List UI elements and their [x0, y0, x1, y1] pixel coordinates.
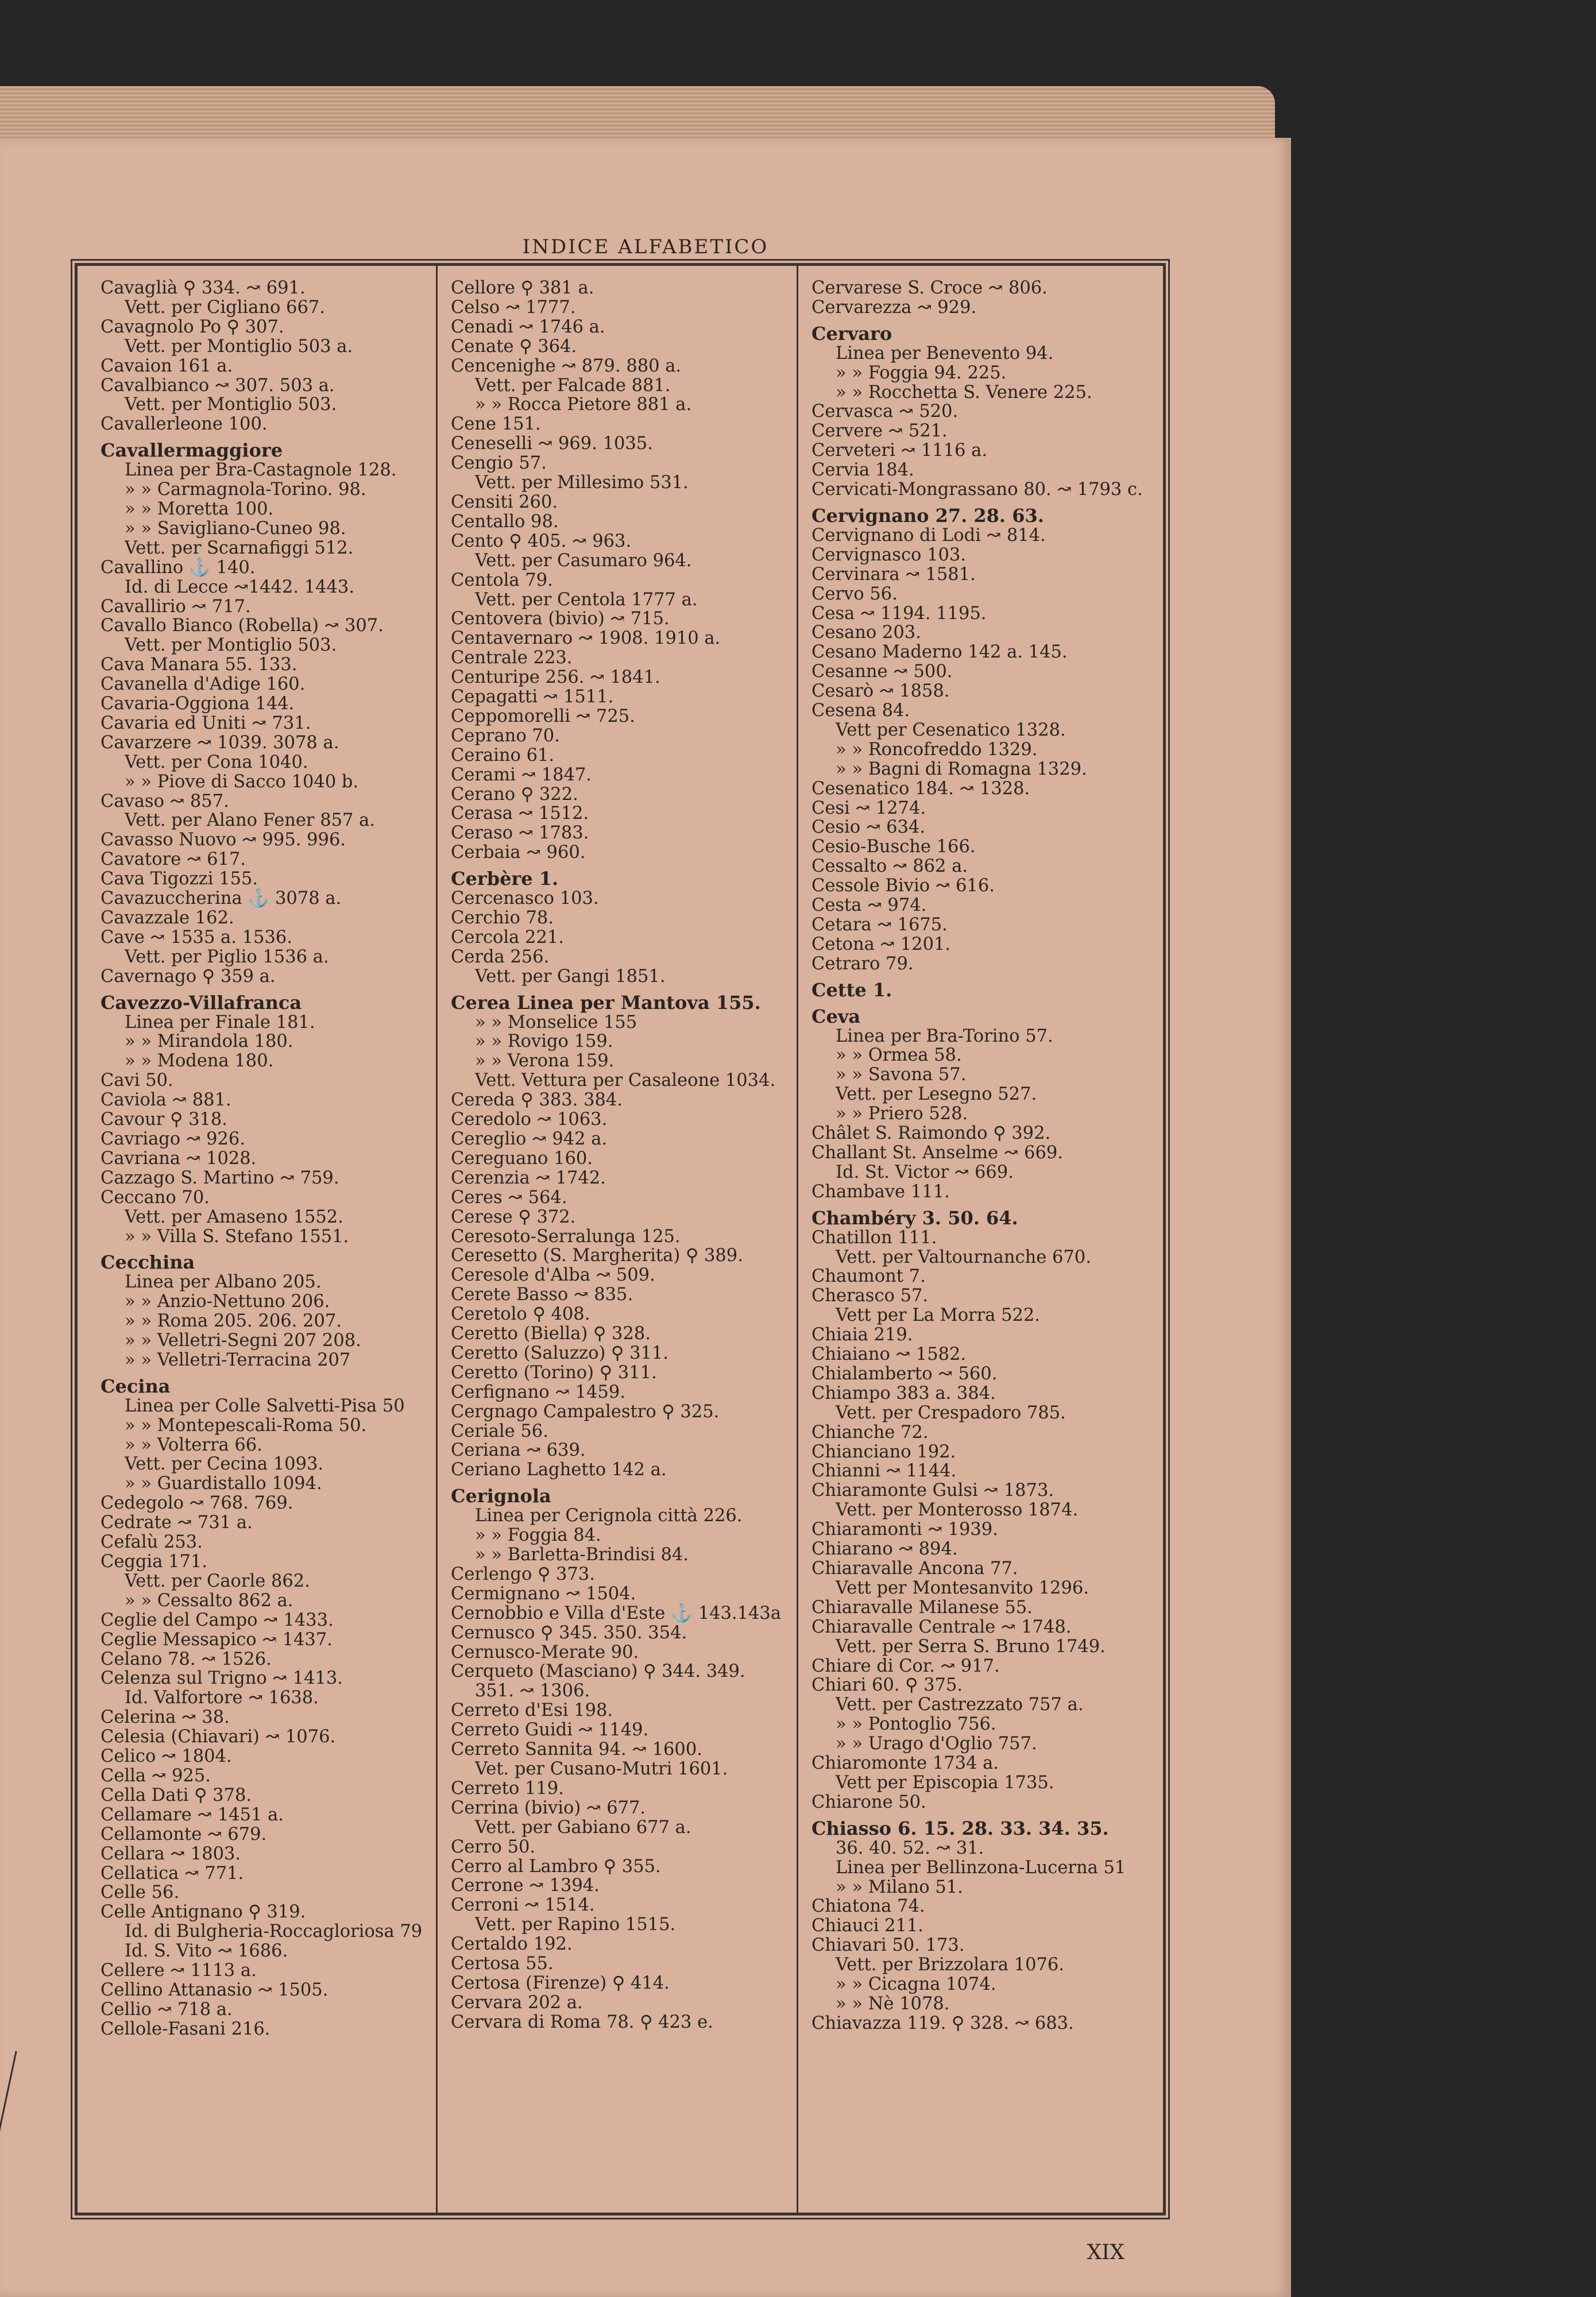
index-entry: Cesenatico 184. ↝ 1328. — [811, 778, 1030, 799]
index-entry: Ceriano Laghetto 142 a. — [451, 1460, 667, 1480]
index-entry: Cervignasco 103. — [811, 544, 967, 565]
index-entry: Chambave 111. — [811, 1181, 950, 1202]
index-entry: Cavasso Nuovo ↝ 995. 996. — [101, 830, 346, 850]
index-entry: » » Carmagnola-Torino. 98. — [125, 479, 366, 500]
index-entry: Vett. per Monterosso 1874. — [836, 1500, 1079, 1521]
index-entry: » » Anzio-Nettuno 206. — [125, 1291, 330, 1312]
index-entry: » » Cicagna 1074. — [836, 1974, 996, 1995]
index-entry: Cercola 221. — [451, 927, 564, 948]
index-entry: Ceriale 56. — [451, 1421, 548, 1441]
index-entry: » » Pontoglio 756. — [836, 1714, 996, 1735]
index-entry: Cava Manara 55. 133. — [101, 655, 297, 675]
index-entry: Chianciano 192. — [811, 1441, 956, 1462]
index-entry: Centuripe 256. ↝ 1841. — [451, 667, 660, 688]
index-entry: Chiaravalle Milanese 55. — [811, 1597, 1033, 1618]
index-frame — [75, 263, 1166, 2215]
index-entry: Cerda 256. — [451, 946, 550, 967]
index-entry: Id. St. Victor ↝ 669. — [836, 1162, 1014, 1182]
index-entry: Cellamonte ↝ 679. — [101, 1824, 267, 1844]
index-entry: Chianni ↝ 1144. — [811, 1461, 957, 1482]
index-entry: Vett. per Gabiano 677 a. — [475, 1817, 691, 1838]
index-entry: Cernusco-Merate 90. — [451, 1642, 639, 1662]
index-entry: Chiaramonti ↝ 1939. — [811, 1519, 998, 1540]
index-entry: Cervarese S. Croce ↝ 806. — [811, 279, 1048, 298]
index-entry: Cesanne ↝ 500. — [811, 662, 953, 682]
index-entry: Celle 56. — [101, 1882, 180, 1903]
index-heading: Chiasso 6. 15. 28. 33. 34. 35. — [811, 1817, 1109, 1839]
index-entry: Cazzago S. Martino ↝ 759. — [101, 1167, 339, 1188]
index-entry: Cavalbianco ↝ 307. 503 a. — [101, 375, 335, 396]
index-entry: Cervara di Roma 78. ⚲ 423 e. — [451, 2012, 713, 2032]
index-entry: Cavatore ↝ 617. — [101, 849, 246, 870]
index-entry: » » Verona 159. — [475, 1051, 615, 1072]
index-entry: Cavaion 161 a. — [101, 355, 233, 376]
index-entry: Ceredolo ↝ 1063. — [451, 1109, 608, 1130]
index-entry: Chiauci 211. — [811, 1916, 924, 1936]
index-entry: Centrale 223. — [451, 648, 573, 668]
index-entry: Cepagatti ↝ 1511. — [451, 687, 614, 707]
index-heading: Cerea Linea per Mantova 155. — [451, 991, 761, 1014]
index-entry: Linea per Bra-Torino 57. — [836, 1026, 1053, 1046]
index-entry: Cesi ↝ 1274. — [811, 798, 926, 818]
index-entry: Cento ⚲ 405. ↝ 963. — [451, 531, 632, 551]
index-entry: Cerrina (bivio) ↝ 677. — [451, 1797, 646, 1818]
index-entry: Vett. per Scarnafiggi 512. — [125, 537, 354, 558]
index-entry: Cervere ↝ 521. — [811, 421, 948, 442]
index-entry: Vett. per Crespadoro 785. — [836, 1402, 1066, 1423]
index-entry: Cavaso ↝ 857. — [101, 791, 229, 811]
index-entry: » » Guardistallo 1094. — [125, 1474, 322, 1494]
index-entry: Chiaia 219. — [811, 1325, 913, 1345]
index-entry: Cefalù 253. — [101, 1532, 203, 1553]
index-entry: Certosa (Firenze) ⚲ 414. — [451, 1973, 670, 1993]
index-entry: Ceretto (Torino) ⚲ 311. — [451, 1362, 657, 1383]
index-entry: » » Bagni di Romagna 1329. — [836, 759, 1087, 779]
index-entry: Cavarzere ↝ 1039. 3078 a. — [101, 732, 339, 753]
index-entry: » » Modena 180. — [125, 1051, 274, 1072]
index-entry: Ceraso ↝ 1783. — [451, 823, 589, 844]
index-entry: 36. 40. 52. ↝ 31. — [836, 1838, 984, 1858]
index-entry: Cerreto 119. — [451, 1778, 564, 1799]
index-heading: Cavezzo-Villafranca — [101, 991, 302, 1014]
index-entry: Cervia 184. — [811, 460, 914, 481]
index-entry: Cetraro 79. — [811, 953, 914, 974]
index-entry: Chiaromonte 1734 a. — [811, 1753, 999, 1774]
index-entry: Cavanella d'Adige 160. — [101, 674, 306, 695]
index-entry: Cesio ↝ 634. — [811, 817, 926, 838]
index-entry: » » Urago d'Oglio 757. — [836, 1734, 1037, 1754]
index-entry: Cencenighe ↝ 879. 880 a. — [451, 355, 682, 376]
index-entry: Ceggia 171. — [101, 1552, 207, 1572]
index-entry: Vett. per Rapino 1515. — [475, 1915, 676, 1935]
index-entry: Cedrate ↝ 731 a. — [101, 1513, 253, 1533]
index-entry: Cernobbio e Villa d'Este ⚓ 143.143a — [451, 1603, 782, 1623]
index-entry: Chiari 60. ⚲ 375. — [811, 1675, 963, 1696]
index-entry: Cerete Basso ↝ 835. — [451, 1285, 633, 1305]
index-entry: Cerroni ↝ 1514. — [451, 1895, 595, 1916]
index-entry: Ceglie Messapico ↝ 1437. — [101, 1629, 333, 1650]
index-entry: Cavernago ⚲ 359 a. — [101, 966, 276, 987]
index-entry: Cavour ⚲ 318. — [101, 1109, 227, 1130]
index-entry: Vett per Episcopia 1735. — [836, 1772, 1054, 1793]
index-entry: Vett. per Cigliano 667. — [125, 297, 325, 318]
index-entry: Chiaiano ↝ 1582. — [811, 1344, 967, 1365]
index-entry: » » Montepescali-Roma 50. — [125, 1415, 367, 1436]
index-entry: Vett per La Morra 522. — [836, 1305, 1041, 1326]
index-entry: Cerano ⚲ 322. — [451, 784, 578, 805]
index-entry: » » Velletri-Terracina 207 — [125, 1349, 351, 1370]
index-entry: Vet. per Cusano-Mutri 1601. — [475, 1758, 728, 1779]
index-entry: » » Savona 57. — [836, 1065, 967, 1085]
index-entry: Cerro 50. — [451, 1836, 536, 1857]
index-entry: Celenza sul Trigno ↝ 1413. — [101, 1668, 343, 1689]
index-entry: Cene 151. — [451, 414, 541, 435]
index-entry: Vett. per Casumaro 964. — [475, 550, 692, 571]
index-entry: Cavallino ⚓ 140. — [101, 557, 256, 578]
index-entry: Cellatica ↝ 771. — [101, 1863, 244, 1884]
index-entry: Celano 78. ↝ 1526. — [101, 1649, 272, 1669]
index-entry: Vett. per Cecina 1093. — [125, 1454, 324, 1475]
index-entry: Vett. per Amaseno 1552. — [125, 1206, 343, 1227]
index-entry: » » Rocchetta S. Venere 225. — [836, 382, 1092, 403]
page-stack-edges — [0, 86, 1275, 144]
index-entry: Cella ↝ 925. — [101, 1765, 211, 1786]
index-entry: Cavagnolo Po ⚲ 307. — [101, 316, 284, 337]
index-entry: Celerina ↝ 38. — [101, 1707, 230, 1728]
book-page — [0, 138, 1291, 2297]
index-entry: » » Piove di Sacco 1040 b. — [125, 771, 359, 792]
index-entry: Celso ↝ 1777. — [451, 297, 576, 318]
index-entry: Cerreto Sannita 94. ↝ 1600. — [451, 1739, 702, 1760]
index-heading: Cavallermaggiore — [101, 439, 283, 462]
index-entry: Cereglio ↝ 942 a. — [451, 1128, 608, 1149]
index-heading: Cervignano 27. 28. 63. — [811, 504, 1044, 527]
index-entry: Cesano Maderno 142 a. 145. — [811, 642, 1068, 663]
index-entry: Vett. per Cona 1040. — [125, 752, 308, 772]
index-entry: Id. Valfortore ↝ 1638. — [125, 1688, 319, 1708]
index-entry: Cereda ⚲ 383. 384. — [451, 1090, 623, 1111]
index-entry: Vett. per Caorle 862. — [125, 1571, 310, 1591]
index-entry: Cerenzia ↝ 1742. — [451, 1167, 606, 1188]
index-entry: Cerlengo ⚲ 373. — [451, 1564, 595, 1584]
index-entry: Cerreto d'Esi 198. — [451, 1700, 613, 1721]
index-entry: Cerqueto (Masciano) ⚲ 344. 349. — [451, 1661, 745, 1682]
index-entry: Vett. per Centola 1777 a. — [475, 589, 698, 610]
index-column-2 — [451, 279, 797, 2197]
index-entry: Ceresetto (S. Margherita) ⚲ 389. — [451, 1246, 743, 1266]
index-entry: Cavriana ↝ 1028. — [101, 1148, 257, 1169]
index-entry: Chiarano ↝ 894. — [811, 1539, 958, 1560]
index-entry: Chiavazza 119. ⚲ 328. ↝ 683. — [811, 2013, 1074, 2033]
index-entry: Ceccano 70. — [101, 1187, 210, 1208]
index-entry: Cellara ↝ 1803. — [101, 1843, 241, 1864]
index-entry: Cesano 203. — [811, 622, 921, 643]
index-entry: Chiampo 383 a. 384. — [811, 1383, 996, 1403]
index-entry: Centavernaro ↝ 1908. 1910 a. — [451, 628, 721, 649]
index-entry: Chiarone 50. — [811, 1792, 926, 1812]
index-entry: Chianche 72. — [811, 1422, 929, 1443]
index-entry: Challant St. Anselme ↝ 669. — [811, 1142, 1063, 1163]
index-entry: Censiti 260. — [451, 492, 558, 512]
index-entry: Cereguano 160. — [451, 1148, 593, 1169]
index-entry: Certosa 55. — [451, 1954, 554, 1974]
index-entry: Vett. per Gangi 1851. — [475, 966, 666, 987]
index-entry: Cervinara ↝ 1581. — [811, 564, 976, 585]
index-entry: Vett per Montesanvito 1296. — [836, 1577, 1089, 1598]
index-entry: » » Villa S. Stefano 1551. — [125, 1226, 349, 1247]
index-entry: Ceresoto-Serralunga 125. — [451, 1226, 681, 1247]
index-entry: Celesia (Chiavari) ↝ 1076. — [101, 1727, 336, 1747]
index-entry: Ceres ↝ 564. — [451, 1187, 567, 1208]
index-entry: Cavazuccherina ⚓ 3078 a. — [101, 888, 342, 909]
index-entry: Celico ↝ 1804. — [101, 1746, 232, 1767]
page-number: XIX — [1087, 2241, 1124, 2264]
index-entry: » » Roma 205. 206. 207. — [125, 1311, 342, 1332]
index-entry: Cavallirio ↝ 717. — [101, 596, 251, 617]
index-entry: Cherasco 57. — [811, 1286, 929, 1306]
index-entry: » » Rocca Pietore 881 a. — [475, 395, 692, 415]
index-entry: Chiatona 74. — [811, 1896, 925, 1917]
index-entry: Ceretto (Saluzzo) ⚲ 311. — [451, 1343, 669, 1363]
index-entry: Centola 79. — [451, 570, 553, 590]
index-entry: Vett. per Montiglio 503. — [125, 635, 337, 656]
index-entry: » » Mirandola 180. — [125, 1031, 293, 1052]
index-heading: Cecchina — [101, 1251, 195, 1274]
index-entry: Cavi 50. — [101, 1070, 173, 1091]
index-entry: Cavallerleone 100. — [101, 414, 268, 435]
index-entry: Cetona ↝ 1201. — [811, 934, 951, 954]
index-entry: Id. di Lecce ↝1442. 1443. — [125, 577, 355, 597]
index-entry: Cedegolo ↝ 768. 769. — [101, 1493, 293, 1514]
index-entry: Chiaravalle Centrale ↝ 1748. — [811, 1617, 1072, 1637]
index-entry: Cerese ⚲ 372. — [451, 1206, 576, 1227]
index-entry: » » Savigliano-Cuneo 98. — [125, 518, 346, 539]
index-entry: Vett. per Piglio 1536 a. — [125, 946, 329, 967]
index-entry: » » Foggia 94. 225. — [836, 362, 1007, 383]
index-entry: 351. ↝ 1306. — [475, 1681, 590, 1702]
index-entry: Ceresole d'Alba ↝ 509. — [451, 1265, 655, 1286]
index-heading: Cervaro — [811, 322, 892, 345]
index-entry: Cellino Attanasio ↝ 1505. — [101, 1979, 329, 2000]
index-entry: Cavazzale 162. — [101, 908, 234, 928]
index-entry: Cerfignano ↝ 1459. — [451, 1382, 625, 1402]
index-entry: Cessole Bivio ↝ 616. — [811, 876, 995, 896]
index-entry: Chiare di Cor. ↝ 917. — [811, 1656, 1000, 1676]
index-entry: Cenadi ↝ 1746 a. — [451, 316, 605, 337]
index-entry: » » Monselice 155 — [475, 1012, 637, 1033]
index-entry: Cenate ⚲ 364. — [451, 336, 577, 357]
index-entry: Vett. per Montiglio 503 a. — [125, 336, 353, 357]
index-entry: » » Moretta 100. — [125, 498, 274, 519]
index-entry: Ceppomorelli ↝ 725. — [451, 706, 635, 726]
index-entry: Cesena 84. — [811, 701, 910, 721]
index-entry: Vett. per Alano Fener 857 a. — [125, 810, 375, 831]
index-entry: Cava Tigozzi 155. — [101, 869, 258, 890]
index-entry: Chiaravalle Ancona 77. — [811, 1559, 1018, 1579]
index-entry: » » Rovigo 159. — [475, 1031, 613, 1052]
index-entry: Cercenasco 103. — [451, 888, 599, 909]
index-entry: Ceriana ↝ 639. — [451, 1440, 586, 1461]
index-entry: Linea per Bra-Castagnole 128. — [125, 460, 397, 481]
index-entry: Cergnago Campalestro ⚲ 325. — [451, 1401, 720, 1422]
index-heading: Cecina — [101, 1375, 171, 1397]
index-entry: Cavallo Bianco (Robella) ↝ 307. — [101, 616, 384, 636]
index-entry: Vett. per Castrezzato 757 a. — [836, 1695, 1084, 1715]
index-entry: Vett. per Serra S. Bruno 1749. — [836, 1636, 1106, 1657]
index-entry: Cengio 57. — [451, 453, 547, 474]
index-entry: Cervasca ↝ 520. — [811, 401, 959, 422]
index-entry: Linea per Benevento 94. — [836, 343, 1054, 364]
index-entry: Cerro al Lambro ⚲ 355. — [451, 1856, 661, 1877]
index-entry: Centovera (bivio) ↝ 715. — [451, 609, 670, 629]
index-entry: Vett. per Falcade 881. — [475, 375, 671, 396]
index-entry: Cellere ↝ 1113 a. — [101, 1960, 257, 1981]
index-entry: Certaldo 192. — [451, 1934, 573, 1955]
index-entry: Cervarezza ↝ 929. — [811, 297, 977, 318]
index-entry: Cavriago ↝ 926. — [101, 1128, 246, 1149]
index-entry: Vett. per Montiglio 503. — [125, 395, 337, 415]
index-entry: Vett per Cesenatico 1328. — [836, 720, 1066, 740]
index-entry: Chialamberto ↝ 560. — [811, 1363, 998, 1384]
index-entry: Cervicati-Mongrassano 80. ↝ 1793 c. — [811, 479, 1143, 500]
index-entry: » » Barletta-Brindisi 84. — [475, 1545, 689, 1565]
index-entry: Celle Antignano ⚲ 319. — [101, 1902, 306, 1923]
index-entry: Vett. per Lesegno 527. — [836, 1084, 1037, 1105]
index-entry: Ceneselli ↝ 969. 1035. — [451, 434, 653, 454]
index-entry: Cellole-Fasani 216. — [101, 2018, 270, 2039]
index-entry: Id. S. Vito ↝ 1686. — [125, 1941, 288, 1962]
index-entry: Vett. per Valtournanche 670. — [836, 1247, 1091, 1267]
index-heading: Ceva — [811, 1005, 861, 1027]
index-column-3 — [811, 279, 1157, 2197]
index-entry: Cervo 56. — [811, 583, 898, 604]
index-entry: Vett. Vettura per Casaleone 1034. — [475, 1070, 776, 1091]
index-entry: » » Priero 528. — [836, 1104, 968, 1124]
index-entry: Cessalto ↝ 862 a. — [811, 856, 968, 877]
index-heading: Cerignola — [451, 1485, 551, 1507]
index-heading: Cette 1. — [811, 979, 892, 1001]
index-entry: » » Roncofreddo 1329. — [836, 739, 1038, 760]
index-entry: Cesarò ↝ 1858. — [811, 681, 950, 702]
index-entry: Cellio ↝ 718 a. — [101, 1999, 233, 2020]
index-entry: Chatillon 111. — [811, 1227, 937, 1248]
index-entry: Vett. per Millesimo 531. — [475, 473, 689, 493]
index-entry: Chiaramonte Gulsi ↝ 1873. — [811, 1480, 1054, 1501]
index-entry: » » Foggia 84. — [475, 1525, 601, 1546]
index-entry: » » Milano 51. — [836, 1877, 963, 1897]
index-entry: Cave ↝ 1535 a. 1536. — [101, 927, 292, 948]
index-entry: Centallo 98. — [451, 511, 559, 532]
index-heading: Cerbère 1. — [451, 868, 559, 890]
index-entry: Linea per Albano 205. — [125, 1272, 322, 1293]
column-rule — [797, 266, 798, 2213]
index-entry: Cellamare ↝ 1451 a. — [101, 1804, 284, 1825]
index-entry: Cesio-Busche 166. — [811, 837, 976, 857]
index-entry: Linea per Colle Salvetti-Pisa 50 — [125, 1395, 405, 1416]
index-entry: Cavaglià ⚲ 334. ↝ 691. — [101, 279, 306, 298]
index-entry: Ceprano 70. — [451, 725, 560, 746]
index-entry: » » Cessalto 862 a. — [125, 1590, 293, 1611]
index-entry: Cesta ↝ 974. — [811, 895, 927, 916]
index-entry: Cerchio 78. — [451, 908, 554, 928]
index-entry: Ceglie del Campo ↝ 1433. — [101, 1610, 334, 1630]
index-entry: Cavaria ed Uniti ↝ 731. — [101, 713, 311, 733]
index-entry: Cetara ↝ 1675. — [811, 915, 948, 935]
index-entry: » » Ormea 58. — [836, 1045, 962, 1066]
index-entry: Cermignano ↝ 1504. — [451, 1583, 636, 1604]
index-entry: Cerveteri ↝ 1116 a. — [811, 440, 988, 461]
index-entry: Cavaria-Oggiona 144. — [101, 694, 295, 714]
index-entry: Cerrone ↝ 1394. — [451, 1876, 600, 1896]
index-entry: Linea per Finale 181. — [125, 1012, 315, 1033]
index-entry: Caviola ↝ 881. — [101, 1090, 231, 1111]
running-head: INDICE ALFABETICO — [522, 235, 769, 258]
index-entry: Ceretolo ⚲ 408. — [451, 1304, 590, 1325]
index-heading: Chambéry 3. 50. 64. — [811, 1206, 1018, 1229]
index-entry: Cerreto Guidi ↝ 1149. — [451, 1720, 649, 1741]
index-entry: Id. di Bulgheria-Roccagloriosa 79 — [125, 1921, 423, 1942]
index-entry: » » Velletri-Segni 207 208. — [125, 1331, 361, 1351]
index-entry: Chiavari 50. 173. — [811, 1935, 965, 1956]
index-entry: Cerami ↝ 1847. — [451, 764, 592, 785]
index-entry: Cellore ⚲ 381 a. — [451, 279, 594, 298]
index-entry: Linea per Cerignola città 226. — [475, 1506, 743, 1526]
index-entry: » » Volterra 66. — [125, 1434, 262, 1455]
index-entry: Chaumont 7. — [811, 1266, 926, 1287]
index-entry: Châlet S. Raimondo ⚲ 392. — [811, 1123, 1051, 1144]
index-entry: Ceraino 61. — [451, 745, 555, 765]
index-entry: » » Nè 1078. — [836, 1993, 950, 2014]
index-entry: Linea per Bellinzona-Lucerna 51 — [836, 1857, 1126, 1878]
index-entry: Cervignano di Lodi ↝ 814. — [811, 525, 1046, 546]
index-column-1 — [101, 279, 446, 2197]
index-entry: Cerbaia ↝ 960. — [451, 842, 586, 863]
index-entry: Ceretto (Biella) ⚲ 328. — [451, 1324, 651, 1344]
index-entry: Cernusco ⚲ 345. 350. 354. — [451, 1622, 687, 1643]
index-entry: Cervara 202 a. — [451, 1992, 583, 2013]
index-entry: Vett. per Brizzolara 1076. — [836, 1955, 1064, 1975]
index-entry: Cerasa ↝ 1512. — [451, 803, 589, 824]
index-entry: Cella Dati ⚲ 378. — [101, 1785, 252, 1805]
index-entry: Cesa ↝ 1194. 1195. — [811, 603, 987, 624]
